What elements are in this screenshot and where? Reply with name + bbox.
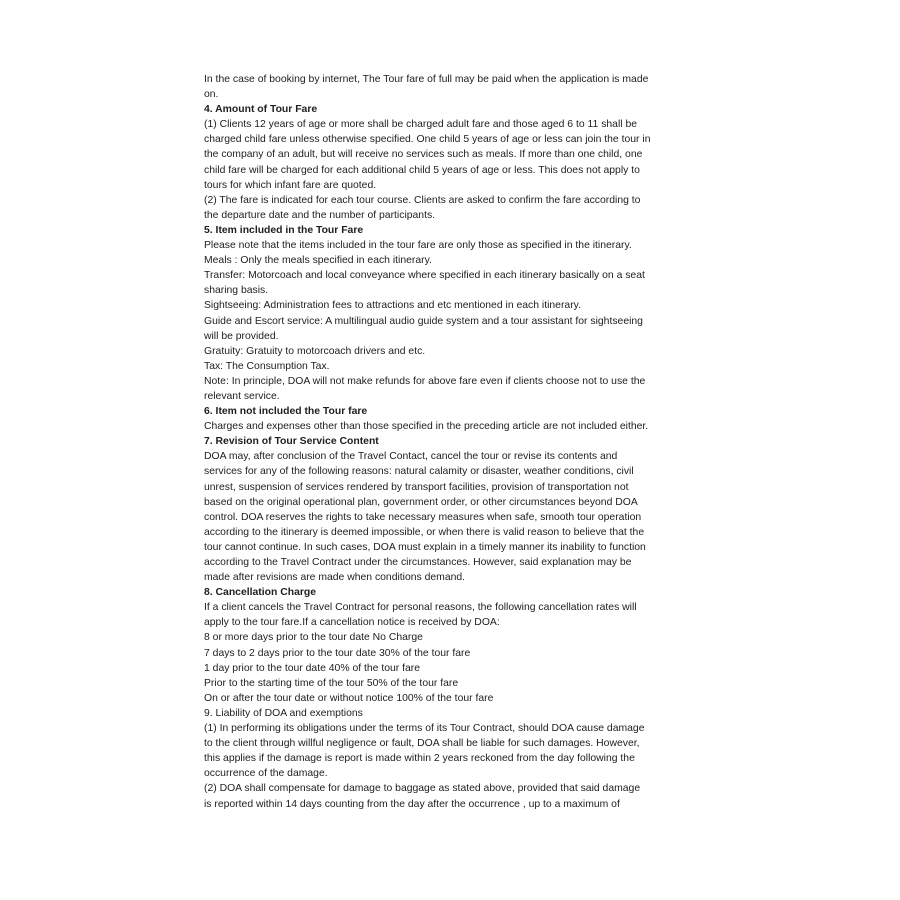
text-line: Gratuity: Gratuity to motorcoach drivers and etc. (204, 345, 426, 357)
text-line: will be provided. (204, 330, 279, 342)
text-line: Note: In principle, DOA will not make refunds for above fare even if clients choose not to use the (204, 375, 646, 387)
text-line: tour cannot continue. In such cases, DOA must explain in a timely manner its inability to function (204, 541, 646, 553)
text-line: Transfer: Motorcoach and local conveyance where specified in each itinerary basically on a seat (204, 270, 645, 282)
text-line: (1) In performing its obligations under the terms of its Tour Contract, should DOA cause damage (204, 723, 645, 735)
text-line: apply to the tour fare.If a cancellation notice is received by DOA: (204, 617, 500, 629)
text-line: In the case of booking by internet, The Tour fare of full may be paid when the application is made (204, 74, 649, 85)
text-line: based on the original operational plan, government order, or other circumstances beyond DOA (204, 496, 638, 508)
text-line: DOA may, after conclusion of the Travel Contact, cancel the tour or revise its contents and (204, 451, 618, 463)
section-heading-line: 7. Revision of Tour Service Content (204, 436, 379, 448)
text-line: Charges and expenses other than those specified in the preceding article are not included either. (204, 421, 649, 433)
text-line: (1) Clients 12 years of age or more shall be charged adult fare and those aged 6 to 11 shall be (204, 119, 638, 131)
text-line: 8 or more days prior to the tour date No Charge (204, 632, 423, 644)
text-line: the departure date and the number of participants. (204, 209, 436, 221)
section-heading-line: 4. Amount of Tour Fare (204, 104, 318, 116)
section-heading-line: 5. Item included in the Tour Fare (204, 224, 364, 236)
text-line: this applies if the damage is report is made within 2 years reckoned from the day following the (204, 753, 635, 765)
section-heading-line: 8. Cancellation Charge (204, 587, 317, 599)
text-line: the company of an adult, but will receive no services such as meals. If more than one child, one (204, 149, 643, 161)
text-line: 9. Liability of DOA and exemptions (204, 707, 363, 719)
text-line: according to the Travel Contract under the circumstances. However, said explanation may be (204, 557, 632, 568)
document-page (204, 72, 704, 812)
text-line: If a client cancels the Travel Contract for personal reasons, the following cancellation rates will (204, 602, 637, 614)
text-line: child fare will be charged for each additional child 5 years of age or less. This does not apply to (204, 164, 640, 176)
section-heading-line: 6. Item not included the Tour fare (204, 406, 368, 418)
text-line: is reported within 14 days counting from the day after the occurrence , up to a maximum of (204, 798, 620, 810)
text-line: control. DOA reserves the rights to take necessary measures when safe, smooth tour operation (204, 511, 642, 523)
text-line: Guide and Escort service: A multilingual audio guide system and a tour assistant for sightseeing (204, 315, 643, 327)
text-line: charged child fare unless otherwise specified. One child 5 years of age or less can join the tour in (204, 134, 651, 146)
text-line: 1 day prior to the tour date 40% of the tour fare (204, 662, 421, 674)
text-line: occurrence of the damage. (204, 768, 328, 780)
text-line: made after revisions are made when conditions demand. (204, 572, 466, 584)
text-line: 7 days to 2 days prior to the tour date 30% of the tour fare (204, 647, 471, 659)
text-line: to the client through willful negligence or fault, DOA shall be liable for such damages. However, (204, 738, 640, 750)
text-line: relevant service. (204, 390, 280, 402)
text-line: Sightseeing: Administration fees to attractions and etc mentioned in each itinerary. (204, 300, 581, 312)
text-line: on. (204, 89, 219, 101)
text-line: Please note that the items included in the tour fare are only those as specified in the itinerary. (204, 240, 632, 252)
text-line: tours for which infant fare are quoted. (204, 179, 377, 191)
text-line: Prior to the starting time of the tour 50% of the tour fare (204, 677, 459, 689)
text-line: unrest, suspension of services rendered by transport facilities, provision of transportation not (204, 481, 629, 493)
text-line: Tax: The Consumption Tax. (204, 360, 330, 372)
text-line: (2) The fare is indicated for each tour course. Clients are asked to confirm the fare according to (204, 194, 641, 206)
text-line: (2) DOA shall compensate for damage to baggage as stated above, provided that said damage (204, 783, 641, 795)
text-line: according to the itinerary is deemed impossible, or when there is valid reason to believe that the (204, 526, 645, 538)
text-line: On or after the tour date or without notice 100% of the tour fare (204, 692, 494, 704)
text-line: services for any of the following reasons: natural calamity or disaster, weather conditions, civil (204, 466, 634, 478)
text-line: sharing basis. (204, 285, 269, 297)
text-line: Meals : Only the meals specified in each itinerary. (204, 255, 432, 267)
